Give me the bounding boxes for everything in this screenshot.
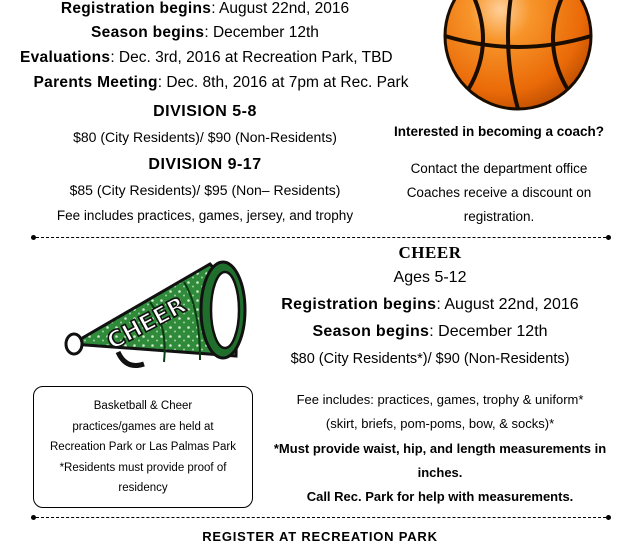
cheer-registration-line xyxy=(260,296,600,314)
cheer-season-value: : December 12th xyxy=(429,323,548,340)
cheer-title: CHEER xyxy=(398,243,462,262)
division-9-17-fee: $85 (City Residents)/ $95 (Non– Residents) xyxy=(69,182,341,198)
cheer-fee-includes-line2: (skirt, briefs, pom-poms, bow, & socks)* xyxy=(325,416,555,431)
bb-evaluations-value: : Dec. 3rd, 2016 at Recreation Park, TBD xyxy=(110,49,393,66)
info-line1: Basketball & Cheer xyxy=(93,400,193,412)
bb-season-label: Season begins xyxy=(91,24,205,41)
bb-registration-line xyxy=(30,0,380,18)
cheer-registration-value: : August 22nd, 2016 xyxy=(436,296,579,313)
coach-contact: Contact the department office xyxy=(410,161,588,176)
bb-season-line xyxy=(30,24,380,42)
cheer-measure-line2: inches. xyxy=(417,465,463,480)
division-9-17-title: DIVISION 9-17 xyxy=(148,156,262,173)
division-5-8-title: DIVISION 5-8 xyxy=(153,103,257,120)
location-info-box xyxy=(33,386,253,508)
info-line5: residency xyxy=(118,482,168,494)
basketball-icon xyxy=(438,0,598,112)
bb-parents-label: Parents Meeting xyxy=(33,74,158,91)
bb-parents-value: : Dec. 8th, 2016 at 7pm at Rec. Park xyxy=(157,74,409,91)
divider-dot-right-2 xyxy=(606,515,611,520)
cheer-registration-label: Registration begins xyxy=(281,296,437,313)
info-line2: practices/games are held at xyxy=(72,420,214,433)
cheer-ages: Ages 5-12 xyxy=(393,269,467,286)
divider-dot-right xyxy=(606,235,611,240)
coach-discount-line2: registration. xyxy=(463,209,535,224)
bb-fee-includes: Fee includes practices, games, jersey, and trophy xyxy=(56,208,354,223)
cheer-fee-includes-line1: Fee includes: practices, games, trophy & uniform* xyxy=(296,392,584,407)
cheer-measure-line1: *Must provide waist, hip, and length measurements in xyxy=(273,441,607,456)
footer-register: REGISTER AT RECREATION PARK xyxy=(202,529,438,544)
bb-registration-value: : August 22nd, 2016 xyxy=(211,0,350,17)
bb-registration-label: Registration begins xyxy=(60,0,212,17)
info-line4: *Residents must provide proof of xyxy=(59,461,227,474)
cheer-fee: $80 (City Residents*)/ $90 (Non-Residents) xyxy=(290,351,570,367)
cheer-help-line: Call Rec. Park for help with measurements. xyxy=(306,489,574,504)
bb-evaluations-line xyxy=(20,49,392,67)
info-line3: Recreation Park or Las Palmas Park xyxy=(50,441,236,453)
megaphone-icon xyxy=(60,244,272,379)
cheer-season-line xyxy=(260,323,600,341)
division-5-8-fee: $80 (City Residents)/ $90 (Non-Residents) xyxy=(73,129,337,145)
section-divider xyxy=(36,237,606,238)
megaphone-text: CHEER xyxy=(102,292,191,356)
cheer-season-label: Season begins xyxy=(312,323,430,340)
coach-discount-line1: Coaches receive a discount on xyxy=(406,185,592,200)
section-divider-2 xyxy=(36,517,606,518)
bb-season-value: : December 12th xyxy=(204,24,319,41)
bb-parents-line xyxy=(20,74,422,92)
coach-question: Interested in becoming a coach? xyxy=(393,124,605,139)
bb-evaluations-label: Evaluations xyxy=(20,49,111,66)
